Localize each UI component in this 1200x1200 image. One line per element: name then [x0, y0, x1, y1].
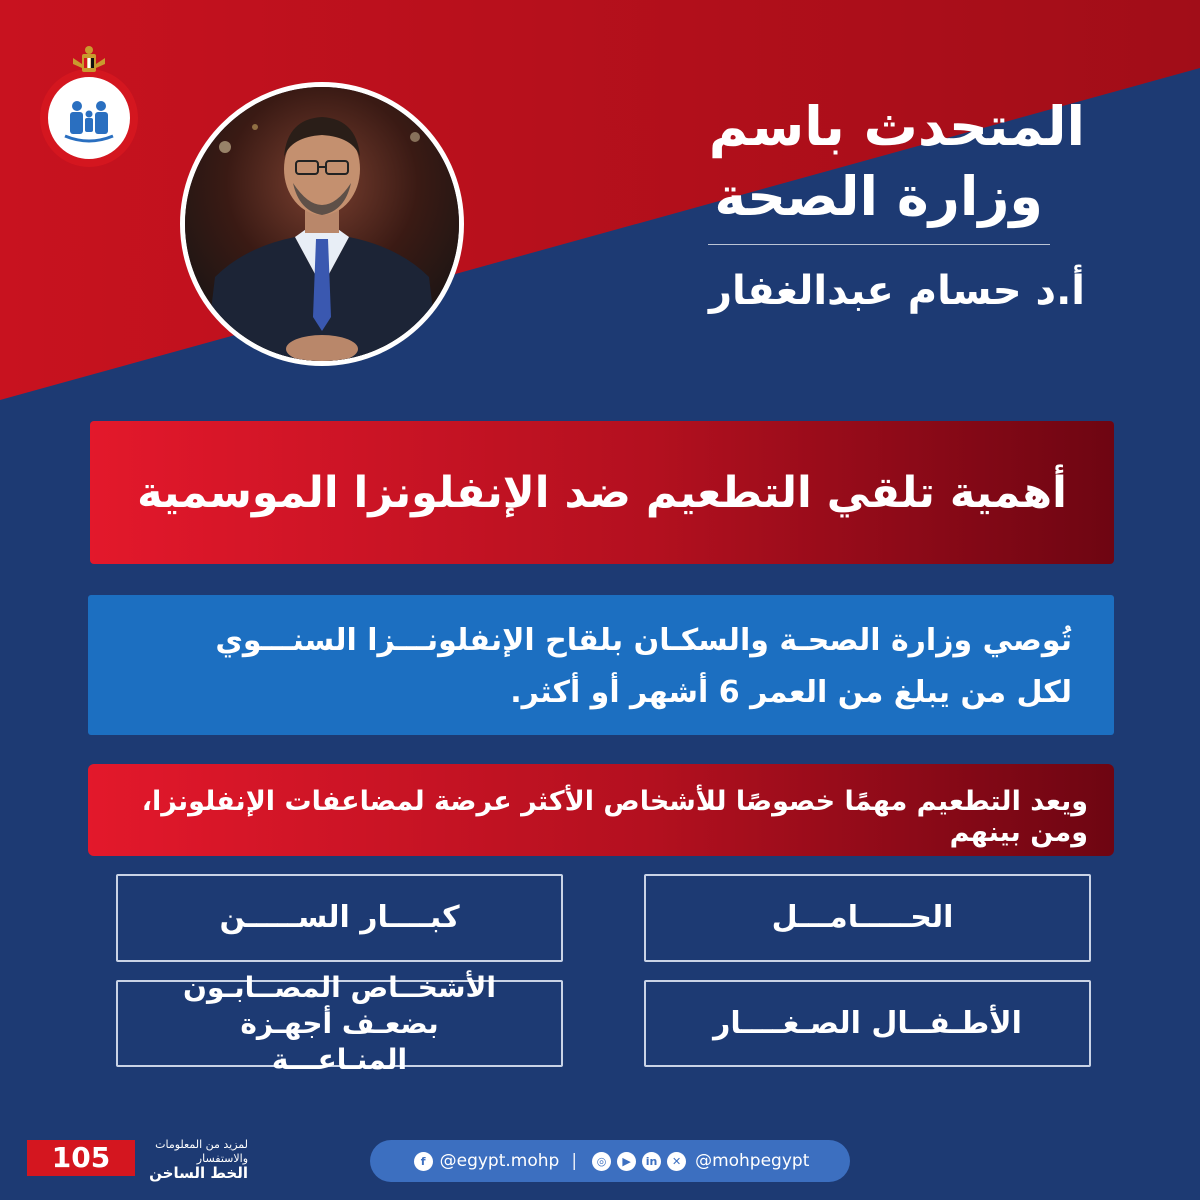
- x-icon[interactable]: ✕: [667, 1152, 686, 1171]
- group-card-immunocompromised: [116, 970, 563, 1076]
- title-line-1: المتحدث باسم: [708, 95, 1085, 158]
- ministry-logo-icon: [30, 40, 148, 168]
- group-card-children: [644, 980, 1091, 1067]
- group-label-pregnant: الحـــــامـــل: [771, 900, 954, 935]
- title-line-2: وزارة الصحة: [714, 165, 1043, 228]
- recommendation-line-2: لكل من يبلغ من العمر 6 أشهر أو أكثر.: [510, 675, 1072, 710]
- page-title: [605, 92, 1085, 232]
- hotline-caption: لمزيد من المعلومات والاستفسار: [155, 1138, 248, 1165]
- hotline-label: [138, 1138, 248, 1180]
- group-label-children: الأطـفــال الصـغــــار: [713, 1005, 1022, 1041]
- group-label-immuno-line-1: الأشخــاص المصــابـون: [183, 970, 496, 1004]
- recommendation-box: [88, 595, 1114, 735]
- social-handle[interactable]: @mohpegypt: [695, 1151, 810, 1171]
- hotline-name: الخط الساخن: [149, 1164, 248, 1182]
- risk-groups-intro: [88, 764, 1114, 856]
- headline-banner: [90, 421, 1114, 564]
- linkedin-icon[interactable]: in: [642, 1152, 661, 1171]
- title-divider: [708, 244, 1050, 245]
- group-card-elderly: [116, 874, 563, 962]
- group-label-immuno-line-2: بضعـف أجهـزة المنـاعـــة: [240, 1006, 439, 1076]
- social-divider: |: [571, 1151, 578, 1171]
- headline-text: أهمية تلقي التطعيم ضد الإنفلونزا الموسمية: [137, 467, 1067, 518]
- recommendation-line-1: تُوصي وزارة الصحـة والسكـان بلقاح الإنفلونـــزا السنـــوي: [215, 623, 1072, 658]
- facebook-icon[interactable]: f: [414, 1152, 433, 1171]
- hotline-number: 105: [27, 1140, 135, 1176]
- group-label-elderly: كبــــار الســـــن: [219, 900, 460, 935]
- intro-text: ويعد التطعيم مهمًا خصوصًا للأشخاص الأكثر عرضة لمضاعفات الإنفلونزا، ومن بينهم: [141, 786, 1088, 848]
- group-card-pregnant: [644, 874, 1091, 962]
- facebook-handle[interactable]: @egypt.mohp: [439, 1151, 560, 1171]
- youtube-icon[interactable]: ▶: [617, 1152, 636, 1171]
- social-bar: [370, 1140, 850, 1182]
- speaker-name: أ.د حسام عبدالغفار: [708, 268, 1085, 314]
- speaker-photo: [180, 82, 464, 366]
- instagram-icon[interactable]: ◎: [592, 1152, 611, 1171]
